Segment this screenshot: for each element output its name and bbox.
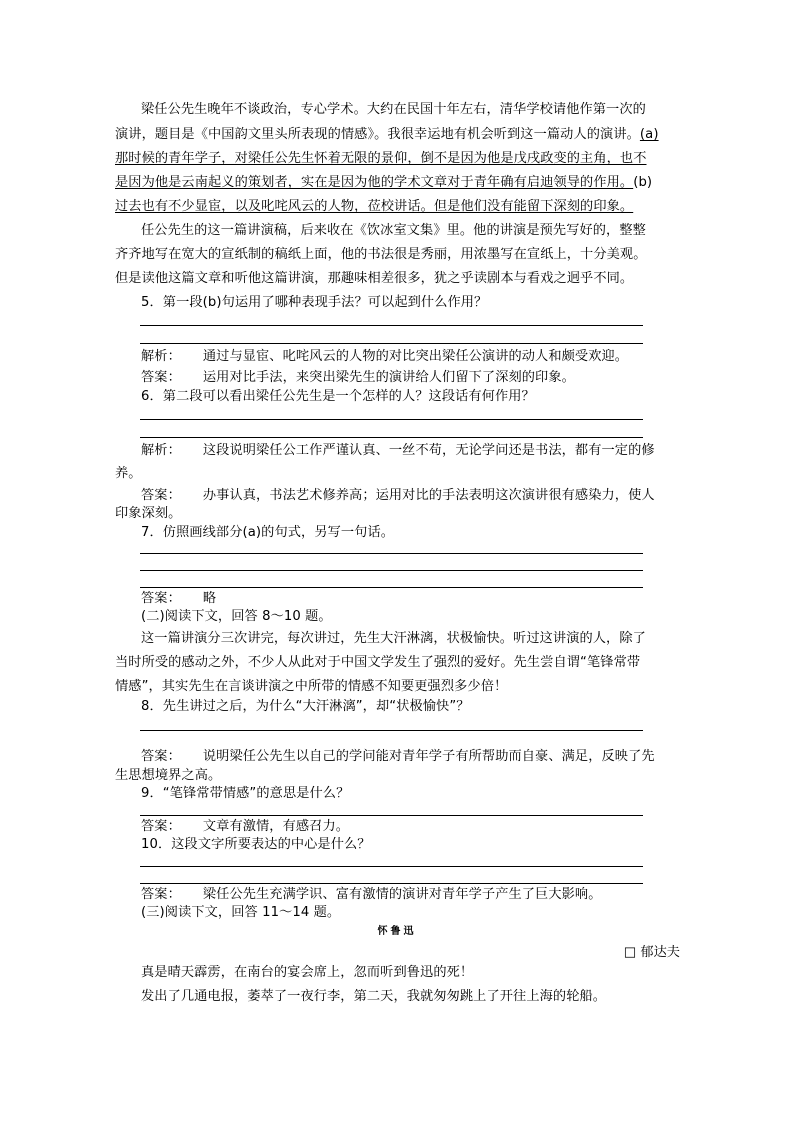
analysis-5: 解析： 通过与显宦、叱咤风云的人物的对比突出梁任公演讲的动人和颇受欢迎。 <box>141 349 629 364</box>
answer-line <box>140 325 643 326</box>
question-9: 9．“笔锋常带情感”的意思是什么？ <box>141 786 350 801</box>
answer-line <box>140 437 643 438</box>
paragraph-line: 演讲，题目是《中国韵文里头所表现的情感》。我很幸运地有机会听到这一篇动人的演讲。(a) <box>115 127 659 142</box>
question-8: 8．先生讲过之后，为什么“大汗淋漓”，却“状极愉快”？ <box>141 699 470 714</box>
answer-5: 答案： 运用对比手法，来突出梁先生的演讲给人们留下了深刻的印象。 <box>141 370 575 385</box>
paragraph-line: 齐齐地写在宽大的宣纸制的稿纸上面，他的书法很是秀丽，用浓墨写在宣纸上，十分美观。 <box>115 247 647 262</box>
paragraph-line: 但是读他这篇文章和听他这篇讲演，那趣味相差很多，犹之乎读剧本与看戏之迥乎不同。 <box>115 271 634 286</box>
marker-a: (a) <box>639 127 659 142</box>
paragraph-line: 任公先生的这一篇讲演稿，后来收在《饮冰室文集》里。他的讲演是预先写好的，整整 <box>141 223 646 238</box>
underlined-sentence: 是因为他是云南起义的策划者，实在是因为他的学术文章对于青年确有启迪领导的作用。 <box>115 175 634 190</box>
article-author: □ 郁达夫 <box>623 945 680 960</box>
paragraph-line: 当时所受的感动之外，不少人从此对于中国文学发生了强烈的爱好。先生尝自谓“笔锋常带 <box>115 655 641 670</box>
analysis-6-cont: 养。 <box>115 466 142 481</box>
analysis-6: 解析： 这段说明梁任公工作严谨认真、一丝不苟，无论学问还是书法，都有一定的修 <box>141 443 655 458</box>
paragraph-line: 真是晴天霹雳，在南台的宴会席上，忽而听到鲁迅的死！ <box>141 965 474 980</box>
article-title: 怀鲁迅 <box>377 926 417 937</box>
question-5: 5．第一段(b)句运用了哪种表现手法？可以起到什么作用？ <box>141 295 488 310</box>
answer-8: 答案： 说明梁任公先生以自己的学问能对青年学子有所帮助而自豪、满足，反映了先 <box>141 749 655 764</box>
answer-line <box>140 343 643 344</box>
answer-8-cont: 生思想境界之高。 <box>115 768 222 783</box>
answer-9: 答案： 文章有激情，有感召力。 <box>141 819 350 834</box>
answer-7: 答案： 略 <box>141 591 217 606</box>
question-7: 7．仿照画线部分(a)的句式，另写一句话。 <box>141 525 395 540</box>
answer-line <box>140 866 643 867</box>
question-6: 6．第二段可以看出梁任公先生是一个怎样的人？这段话有何作用？ <box>141 389 535 404</box>
answer-line <box>140 730 643 731</box>
paragraph-line <box>115 174 652 192</box>
answer-line <box>140 815 643 816</box>
paragraph-line: 发出了几通电报，萎萃了一夜行李，第二天，我就匆匆跳上了开往上海的轮船。 <box>141 989 607 1004</box>
paragraph-line: 这一篇讲演分三次讲完，每次讲过，先生大汗淋漓，状极愉快。听过这讲演的人，除了 <box>141 631 646 646</box>
underlined-line: 那时候的青年学子，对梁任公先生怀着无限的景仰，倒不是因为他是戊戌政变的主角，也不 <box>115 151 647 166</box>
section-3-heading: (三)阅读下文，回答 11～14 题。 <box>141 905 341 920</box>
answer-6-cont: 印象深刻。 <box>115 506 182 521</box>
paragraph-line: 情感”，其实先生在言谈讲演之中所带的情感不知要更强烈多少倍！ <box>115 679 508 694</box>
question-10: 10．这段文字所要表达的中心是什么？ <box>141 837 371 852</box>
answer-line <box>140 883 643 884</box>
answer-line <box>140 553 643 554</box>
answer-10: 答案： 梁任公先生充满学识、富有激情的演讲对青年学子产生了巨大影响。 <box>141 887 602 902</box>
section-2-heading: (二)阅读下文，回答 8～10 题。 <box>141 609 332 624</box>
answer-line <box>140 419 643 420</box>
marker-b: (b) <box>633 175 653 190</box>
answer-6: 答案： 办事认真，书法艺术修养高；运用对比的手法表明这次演讲很有感染力，使人 <box>141 488 655 503</box>
paragraph-line: 梁任公先生晚年不谈政治，专心学术。大约在民国十年左右，清华学校请他作第一次的 <box>141 102 646 117</box>
underlined-line: 过去也有不少显宦，以及叱咤风云的人物，莅校讲话。但是他们没有能留下深刻的印象。 <box>115 199 634 214</box>
answer-line <box>140 587 643 588</box>
answer-line <box>140 570 643 571</box>
